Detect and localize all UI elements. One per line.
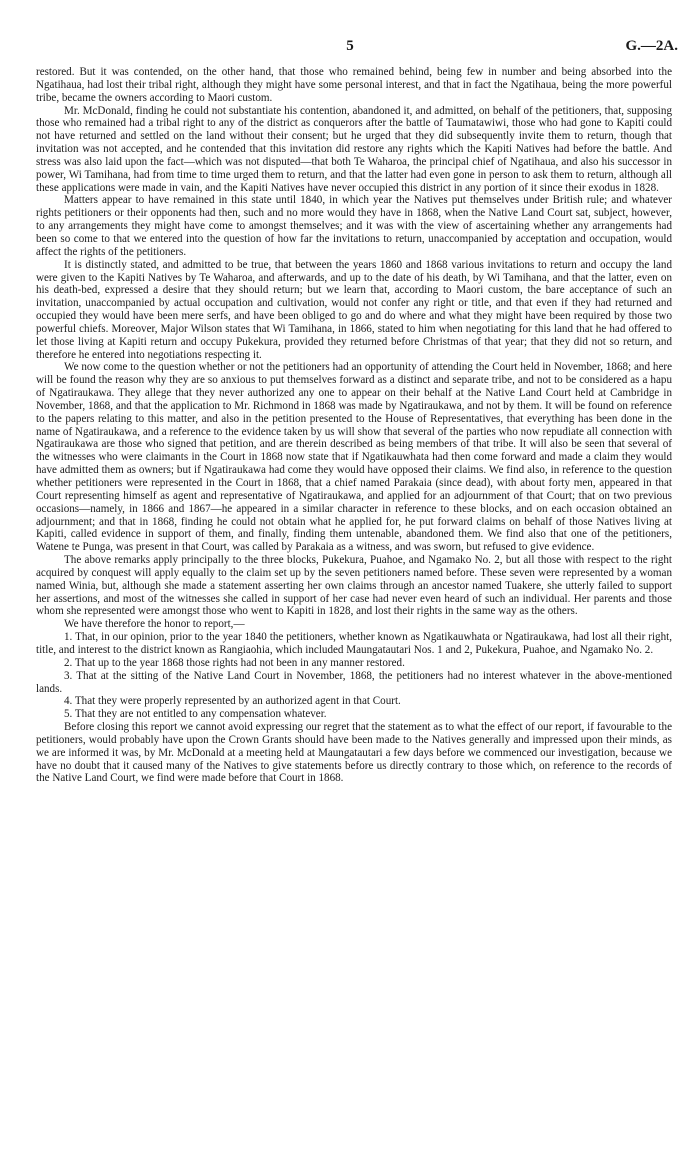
report-item: 2. That up to the year 1868 those rights had not been in any manner restored. <box>64 656 405 669</box>
paragraph: We now come to the question whether or not the petitioners had an opportunity of attending the Court held in November, 1868; and here will be found the reason why they are so anxious to put themselves forward as a distinct and separate tribe, and not to be considered as a hapu of Ngatiraukawa. They allege that they never authorized any one to appear on their behalf at the Native Land Court held at Cambridge in November, 1868, and that the application to Mr. Richmond in 1868 was made by Ngatiraukawa, and not by them. It will be found on reference to the papers relating to this matter, and also in the petition presented to the House of Representatives, that everything has been done in the name of Ngatiraukawa, and a reference to the evidence taken by us will show that several of the parties who now repudiate all connection with Ngatiraukawa are those who signed that petition, and are therein described as being members of that tribe. It will also be seen that several of the witnesses who were claimants in the Court in 1868 now state that if Ngatikauwhata had then come forward and made a claim they would have admitted them as owners; but if Ngatiraukawa had come they would have opposed their claims. We find also, in reference to the question whether petitioners were represented in the Court in 1868, that a chief named Parakaia (since dead), with about forty men, appeared in that Court representing himself as agent and representative of Ngatiraukawa, and applied for an adjournment of that Court; that on two previous occasions—namely, in 1866 and 1867—he appeared in a similar character in reference to these blocks, and on each occasion obtained an adjournment; and that in 1868, finding he could not obtain what he applied for, he put forward claims on behalf of those Natives living at Kapiti, called evidence in support of them, and finally, finding them untenable, abandoned them. We find also that one of the petitioners, Watene te Punga, was present in that Court, was called by Parakaia as a witness, and was sworn, but refused to give evidence. <box>36 361 672 554</box>
report-item: 1. That, in our opinion, prior to the year 1840 the petitioners, whether known as Ngatikauwhata or Ngatiraukawa, had lost all their right, title, and interest to the district known as Rangiaohia, which included Maungatautari Nos. 1 and 2, Pukekura, Puahoe, and Ngamako No. 2. <box>36 631 672 656</box>
report-item: 3. That at the sitting of the Native Land Court in November, 1868, the petitioners had no interest whatever in the above-mentioned lands. <box>36 669 672 695</box>
body-text <box>36 66 672 785</box>
page-number: 5 <box>346 38 354 54</box>
report-item: 5. That they are not entitled to any compensation whatever. <box>64 708 327 721</box>
paragraph: It is distinctly stated, and admitted to be true, that between the years 1860 and 1868 various invitations to return and occupy the land were given to the Kapiti Natives by Te Waharoa, and afterwards, and up to the date of his death, by Wi Tamihana, and that the latter, even on his death-bed, expressed a desire that they should return; but we learn that, according to Maori custom, the bare acceptance of such an invitation, unaccompanied by actual occupation and cultivation, would not confer any right or title, and that even if they had returned and occupied they would have been mere serfs, and have been obliged to go and do where and what they might have been required by those two powerful chiefs. Moreover, Major Wilson states that Wi Tamihana, in 1866, stated to him when negotiating for this land that he had offered to let those living at Kapiti return and occupy Pukekura, provided they returned before Christmas of that year; that they did not so return, and therefore he entered into negotiations respecting it. <box>36 258 672 361</box>
report-item: 4. That they were properly represented by an authorized agent in that Court. <box>64 695 401 708</box>
paragraph: Matters appear to have remained in this state until 1840, in which year the Natives put themselves under British rule; and whatever rights petitioners or their opponents had then, such and no more would they have in 1868, when the Native Land Court sat, subject, however, to any arrangements they might have come to amongst themselves; and it was with the view of ascertaining whether any arrangements had been so come to that we entered into the question of how far the invitations to return, unaccompanied by acceptation and occupation, would affect the rights of the petitioners. <box>36 194 672 258</box>
paragraph: The above remarks apply principally to the three blocks, Pukekura, Puahoe, and Ngamako No. 2, but all those with respect to the right acquired by conquest will apply equally to the claim set up by the seven petitioners named before. These seven were represented by a woman named Winia, but, although she made a statement asserting her own claims through an ancestor named Tuakere, she utterly failed to support her assertions, and most of the witnesses she called in support of her case had never even heard of such an individual. Her parents and those whom she represented were amongst those who went to Kapiti in 1828, and lost their rights in the same way as the others. <box>36 554 672 618</box>
paragraph: We have therefore the honor to report,— <box>64 618 245 631</box>
closing-paragraph: Before closing this report we cannot avoid expressing our regret that the statement as to what the effect of our report, if favourable to the petitioners, would probably have upon the Crown Grants should have been made to the Natives generally and impressed upon their minds, as we are informed it was, by Mr. McDonald at a meeting held at Maungatautari a few days before we commenced our investigation, because we have no doubt that it caused many of the Natives to give statements before us directly contrary to those which, on reference to the records of the Native Land Court, we find were made before that Court in 1868. <box>36 721 672 785</box>
paragraph: restored. But it was contended, on the other hand, that those who remained behind, being few in number and being absorbed into the Ngatihaua, had lost their tribal right, although they might have some personal interest, and that in fact the Ngatihaua, being the more powerful tribe, became the owners according to Maori custom. <box>36 66 672 104</box>
document-reference: G.—2A. <box>625 38 678 54</box>
paragraph: Mr. McDonald, finding he could not substantiate his contention, abandoned it, and admitted, on behalf of the petitioners, that, supposing those who remained had a tribal right to any of the district as conquerors after the battle of Taumatawiwi, those who had gone to Kapiti could not have returned and settled on the land without their consent; but he urged that they did subsequently invite them to return, though that invitation was not accepted, and he contended that this invitation did restore any rights which the Kapiti Natives had before the battle. And stress was also laid upon the fact—which was not disputed—that both Te Waharoa, the principal chief of Ngatihaua, and also his successor in power, Wi Tamihana, had from time to time urged them to return, and that the latter had even gone in person to ask them to return, although all these applications were made in vain, and the Kapiti Natives have never occupied this district in any portion of it since their exodus in 1828. <box>36 104 672 194</box>
